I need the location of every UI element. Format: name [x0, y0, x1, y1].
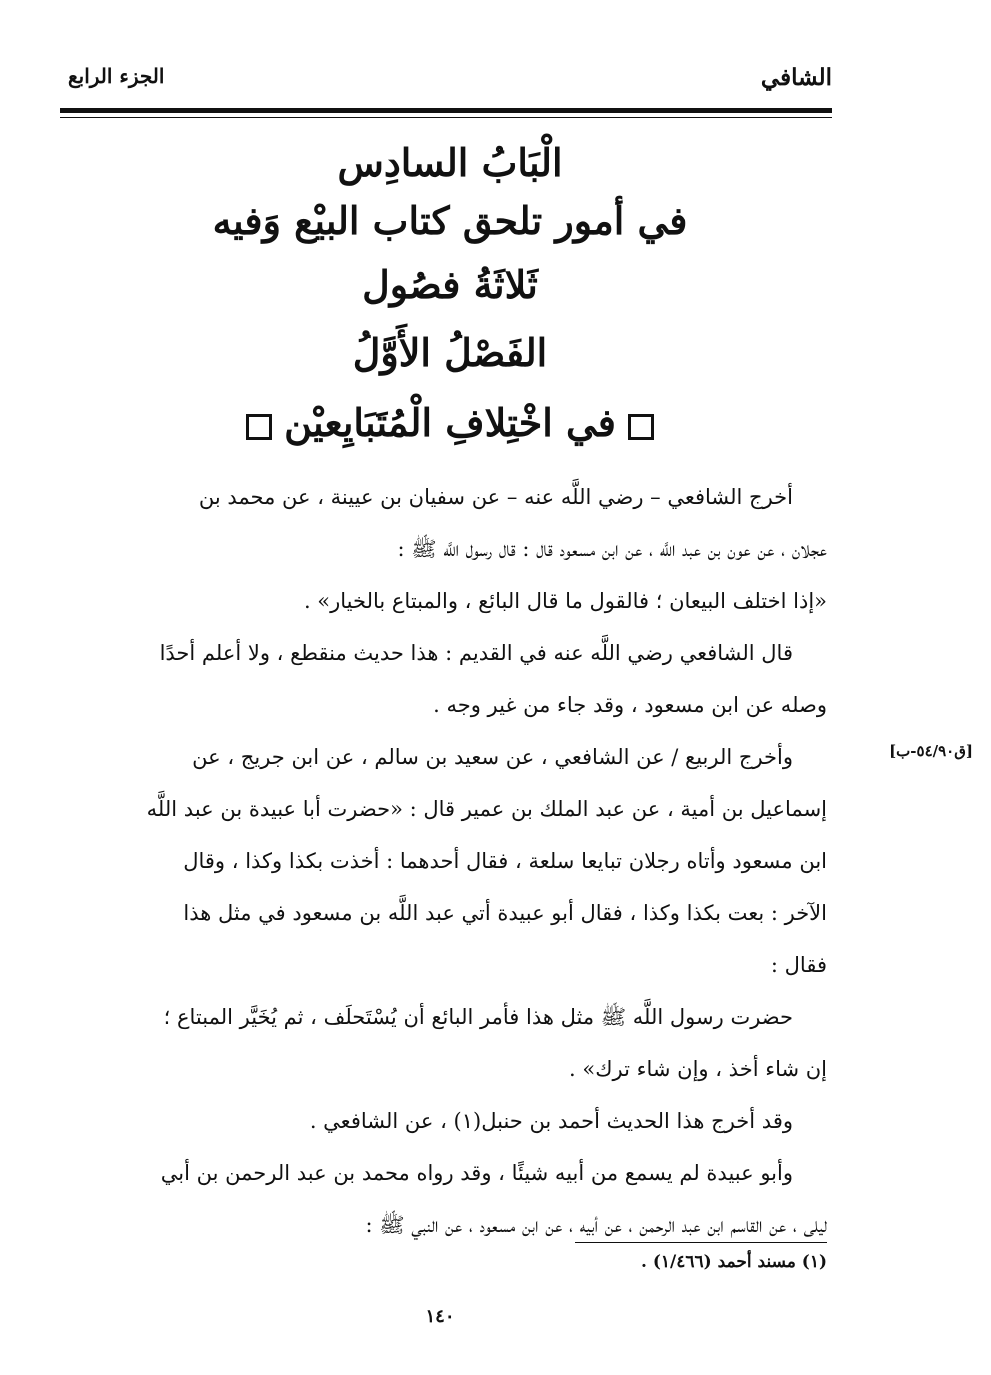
text-line: عجلان ، عن عون بن عبد اللَّه ، عن ابن مسعود قال : قال رسول اللَّه ﷺ :: [397, 537, 827, 561]
text-line: ابن مسعود وأتاه رجلان تبايعا سلعة ، فقال أحدهما : أخذت بكذا وكذا ، وقال: [183, 849, 827, 873]
text-line: ليلى ، عن القاسم ابن عبد الرحمن ، عن أبيه ، عن ابن مسعود ، عن النبي ﷺ :: [365, 1213, 827, 1237]
footnote-rule: [575, 1242, 827, 1243]
text-line: قال الشافعي رضي اللَّه عنه في القديم : هذا حديث منقطع ، ولا أعلم أحدًا: [159, 641, 793, 665]
text-line: إن شاء أخذ ، وإن شاء ترك» .: [569, 1057, 827, 1081]
section-topic-text: في اخْتِلافِ الْمُتَبَايِعيْن: [284, 400, 616, 445]
text-line: الآخر : بعت بكذا وكذا ، فقال أبو عبيدة أتي عبد اللَّه بن مسعود في مثل هذا: [183, 901, 827, 925]
sections-count: ثَلاثَةُ فصُول: [362, 262, 538, 307]
square-ornament-icon: [246, 414, 272, 440]
manuscript-folio-note: [ق٥٤/٩٠-ب]: [889, 742, 973, 760]
square-ornament-icon: [628, 414, 654, 440]
header-rule-thick: [60, 108, 832, 113]
text-line: وأبو عبيدة لم يسمع من أبيه شيئًا ، وقد رواه محمد بن عبد الرحمن بن أبي: [160, 1161, 793, 1185]
section-topic: [130, 400, 770, 446]
text-line: فقال :: [770, 953, 827, 977]
text-line: وأخرج الربيع / عن الشافعي ، عن سعيد بن سالم ، عن ابن جريج ، عن: [192, 745, 793, 769]
volume-label: الجزء الرابع: [68, 64, 165, 88]
text-line: وصله عن ابن مسعود ، وقد جاء من غير وجه .: [433, 693, 827, 717]
section-heading: الفَصْلُ الأَوَّلُ: [352, 330, 548, 375]
text-line: إسماعيل بن أمية ، عن عبد الملك بن عمير قال : «حضرت أبا عبيدة بن عبد اللَّه: [146, 797, 827, 821]
chapter-subtitle: في أمور تلحق كتاب البيْع وَفيه: [212, 198, 688, 243]
text-line: «إذا اختلف البيعان ؛ فالقول ما قال البائع ، والمبتاع بالخيار» .: [303, 589, 827, 613]
running-header: [60, 64, 832, 114]
header-rule-thin: [60, 117, 832, 118]
text-line: حضرت رسول اللَّه ﷺ مثل هذا فأمر البائع أن يُسْتَحلَف ، ثم يُخَيَّر المبتاع ؛: [163, 1005, 793, 1029]
body-text: [54, 472, 827, 1237]
page-number: ١٤٠: [425, 1306, 455, 1327]
chapter-title: الْبَابُ السادِس: [337, 140, 563, 185]
text-line: وقد أخرج هذا الحديث أحمد بن حنبل(١) ، عن الشافعي .: [309, 1109, 793, 1133]
book-title: الشافي: [760, 64, 832, 91]
text-line: أخرج الشافعي – رضي اللَّه عنه – عن سفيان بن عيينة ، عن محمد بن: [198, 485, 793, 509]
footnote: (١) مسند أحمد (١/٤٦٦) .: [641, 1252, 827, 1272]
